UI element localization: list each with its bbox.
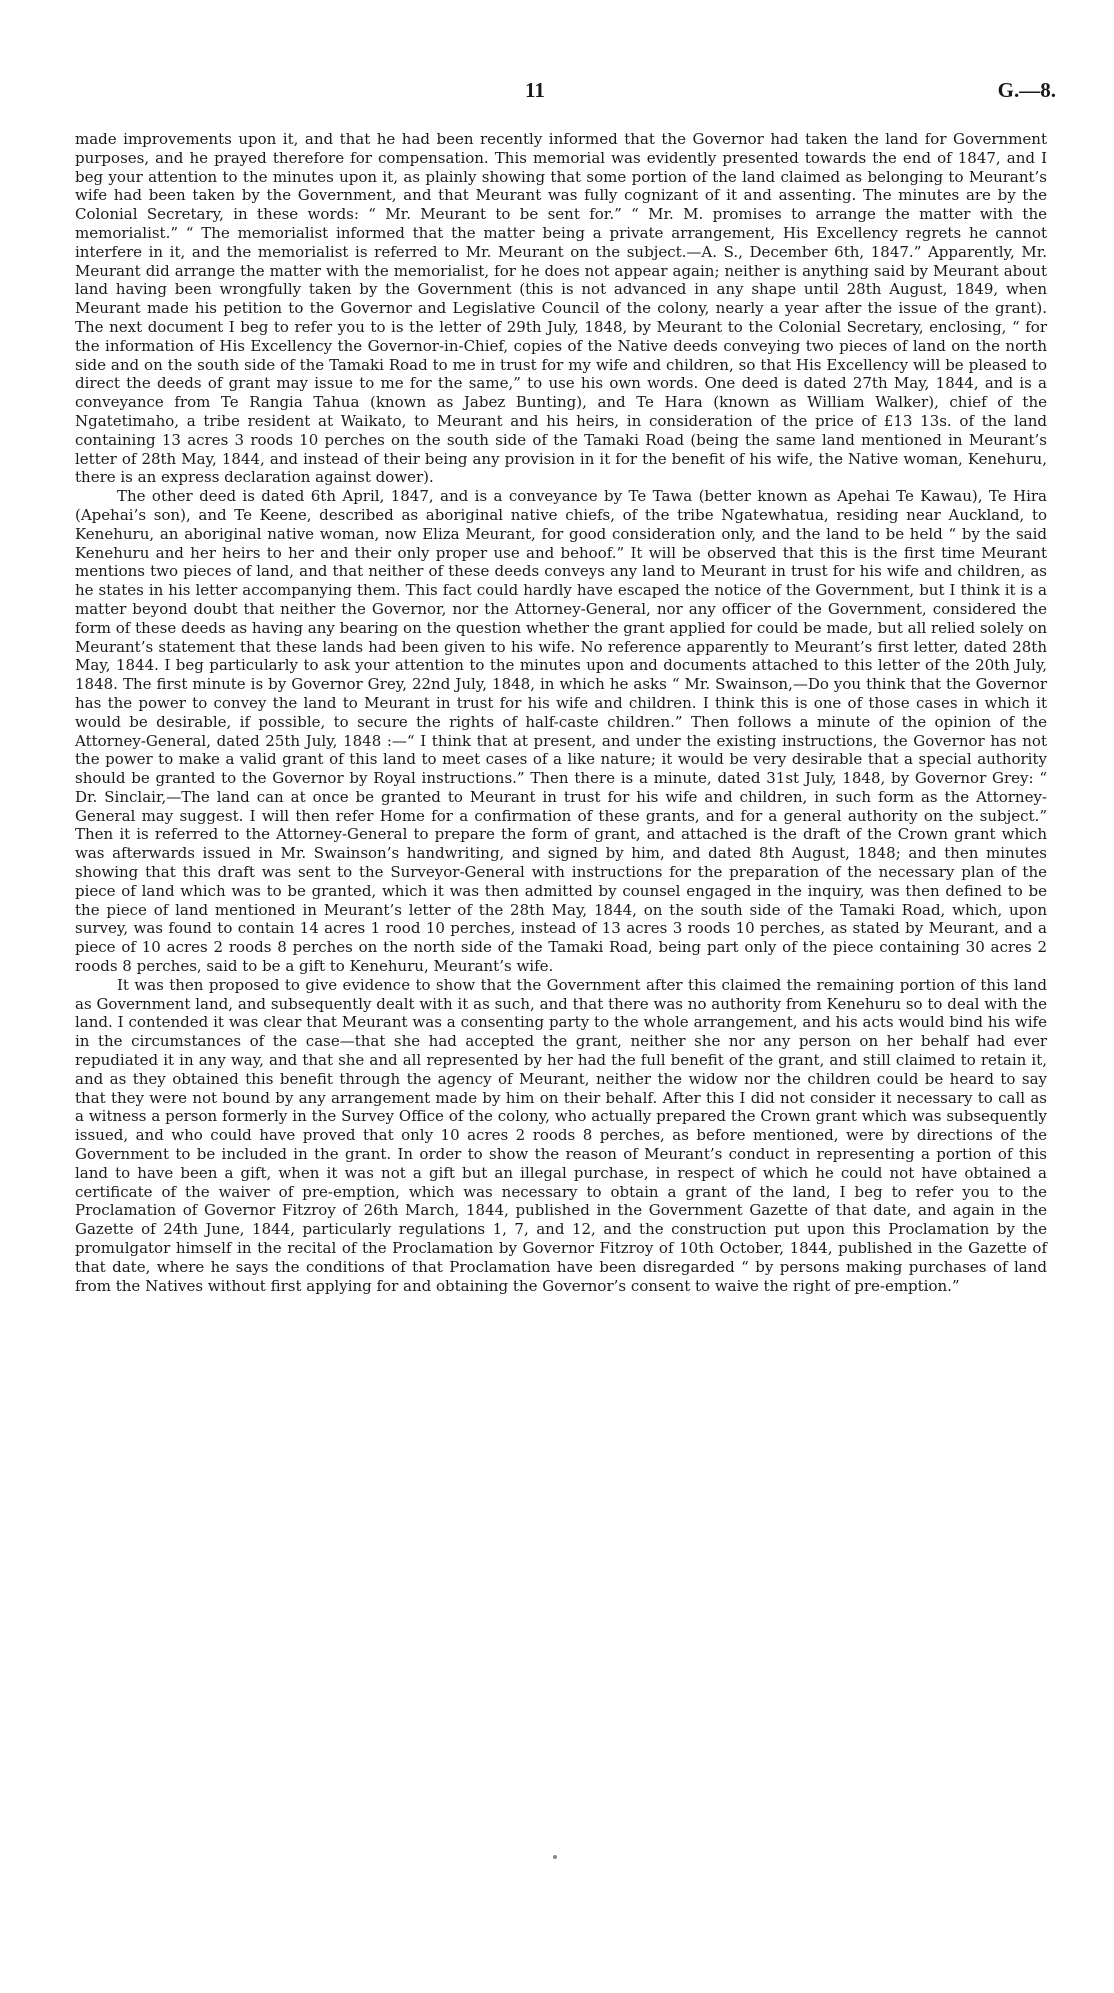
- page-number: 11: [525, 78, 545, 102]
- page-header: [0, 78, 1114, 108]
- paragraph: It was then proposed to give evidence to show that the Government after this claimed the remaining portion of this land as Government land, and subsequently dealt with it as such, and that there was no authority from Kenehuru so to deal with the land. I contended it was clear that Meurant was a consenting party to the whole arrangement, and his acts would bind his wife in the circumstances of the case—that she had accepted the grant, neither she nor any person on her behalf had ever repudiated it in any way, and that she and all represented by her had the full benefit of the grant, and still claimed to retain it, and as they obtained this benefit through the agency of Meurant, neither the widow nor the children could be heard to say that they were not bound by any arrangement made by him on their behalf. After this I did not consider it necessary to call as a witness a person formerly in the Survey Office of the colony, who actually prepared the Crown grant which was subsequently issued, and who could have proved that only 10 acres 2 roods 8 perches, as before mentioned, were by directions of the Government to be included in the grant. In order to show the reason of Meurant’s conduct in representing a portion of this land to have been a gift, when it was not a gift but an illegal purchase, in respect of which he could not have obtained a certificate of the waiver of pre-emption, which was necessary to obtain a grant of the land, I beg to refer you to the Proclamation of Governor Fitzroy of 26th March, 1844, published in the Government Gazette of that date, and again in the Gazette of 24th June, 1844, particularly regulations 1, 7, and 12, and the construction put upon this Proclamation by the promulgator himself in the recital of the Proclamation by Governor Fitzroy of 10th October, 1844, published in the Gazette of that date, where he says the conditions of that Proclamation have been disregarded “ by persons making purchases of land from the Natives without first applying for and obtaining the Governor’s consent to waive the right of pre-emption.”: [75, 975, 1047, 1295]
- paragraph: The other deed is dated 6th April, 1847, and is a conveyance by Te Tawa (better known as Apehai Te Kawau), Te Hira (Apehai’s son), and Te Keene, described as aboriginal native chiefs, of the tribe Ngatewhatua, residing near Auckland, to Kenehuru, an aboriginal native woman, now Eliza Meurant, for good consideration only, and the land to be held “ by the said Kenehuru and her heirs to her and their only proper use and behoof.” It will be observed that this is the first time Meurant mentions two pieces of land, and that neither of these deeds conveys any land to Meurant in trust for his wife and children, as he states in his letter accompanying them. This fact could hardly have escaped the notice of the Government, but I think it is a matter beyond doubt that neither the Governor, nor the Attorney-General, nor any officer of the Government, considered the form of these deeds as having any bearing on the question whether the grant applied for could be made, but all relied solely on Meurant’s statement that these lands had been given to his wife. No reference apparently to Meurant’s first letter, dated 28th May, 1844. I beg particularly to ask your attention to the minutes upon and documents attached to this letter of the 20th July, 1848. The first minute is by Governor Grey, 22nd July, 1848, in which he asks “ Mr. Swainson,—Do you think that the Governor has the power to convey the land to Meurant in trust for his wife and children. I think this is one of those cases in which it would be desirable, if possible, to secure the rights of half-caste children.” Then follows a minute of the opinion of the Attorney-General, dated 25th July, 1848 :—“ I think that at present, and under the existing instructions, the Governor has not the power to make a valid grant of this land to meet cases of a like nature; it would be very desirable that a special authority should be granted to the Governor by Royal instructions.” Then there is a minute, dated 31st July, 1848, by Governor Grey: “ Dr. Sinclair,—The land can at once be granted to Meurant in trust for his wife and children, in such form as the Attorney-General may suggest. I will then refer Home for a confirmation of these grants, and for a general authority on the subject.” Then it is referred to the Attorney-General to prepare the form of grant, and attached is the draft of the Crown grant which was afterwards issued in Mr. Swainson’s handwriting, and signed by him, and dated 8th August, 1848; and then minutes showing that this draft was sent to the Surveyor-General with instructions for the preparation of the necessary plan of the piece of land which was to be granted, which it was then admitted by counsel engaged in the inquiry, was then defined to be the piece of land mentioned in Meurant’s letter of the 28th May, 1844, on the south side of the Tamaki Road, which, upon survey, was found to contain 14 acres 1 rood 10 perches, instead of 13 acres 3 roods 10 perches, as stated by Meurant, and a piece of 10 acres 2 roods 8 perches on the north side of the Tamaki Road, being part only of the piece containing 30 acres 2 roods 8 perches, said to be a gift to Kenehuru, Meurant’s wife.: [75, 487, 1047, 976]
- document-reference: G.—8.: [997, 78, 1056, 102]
- paragraph-continued: made improvements upon it, and that he had been recently informed that the Governor had taken the land for Government purposes, and he prayed therefore for compensation. This memorial was evidently presented towards the end of 1847, and I beg your attention to the minutes upon it, as plainly showing that some portion of the land claimed as belonging to Meurant’s wife had been taken by the Government, and that Meurant was fully cognizant of it and assenting. The minutes are by the Colonial Secretary, in these words: “ Mr. Meurant to be sent for.” “ Mr. M. promises to arrange the matter with the memorialist.” “ The memorialist informed that the matter being a private arrangement, His Excellency regrets he cannot interfere in it, and the memorialist is referred to Mr. Meurant on the subject.—A. S., December 6th, 1847.” Apparently, Mr. Meurant did arrange the matter with the memorialist, for he does not appear again; neither is anything said by Meurant about land having been wrongfully taken by the Government (this is not advanced in any shape until 28th August, 1849, when Meurant made his petition to the Governor and Legislative Council of the colony, nearly a year after the issue of the grant). The next document I beg to refer you to is the letter of 29th July, 1848, by Meurant to the Colonial Secretary, enclosing, “ for the information of His Excellency the Governor-in-Chief, copies of the Native deeds conveying two pieces of land on the north side and on the south side of the Tamaki Road to me in trust for my wife and children, so that His Excellency will be pleased to direct the deeds of grant may issue to me for the same,” to use his own words. One deed is dated 27th May, 1844, and is a conveyance from Te Rangia Tahua (known as Jabez Bunting), and Te Hara (known as William Walker), chief of the Ngatetimaho, a tribe resident at Waikato, to Meurant and his heirs, in consideration of the price of £13 13s. of the land containing 13 acres 3 roods 10 perches on the south side of the Tamaki Road (being the same land mentioned in Meurant’s letter of 28th May, 1844, and instead of their being any provision in it for the benefit of his wife, the Native woman, Kenehuru, there is an express declaration against dower).: [75, 130, 1047, 487]
- body-text: [75, 130, 1047, 1295]
- page-speck: [553, 1855, 557, 1859]
